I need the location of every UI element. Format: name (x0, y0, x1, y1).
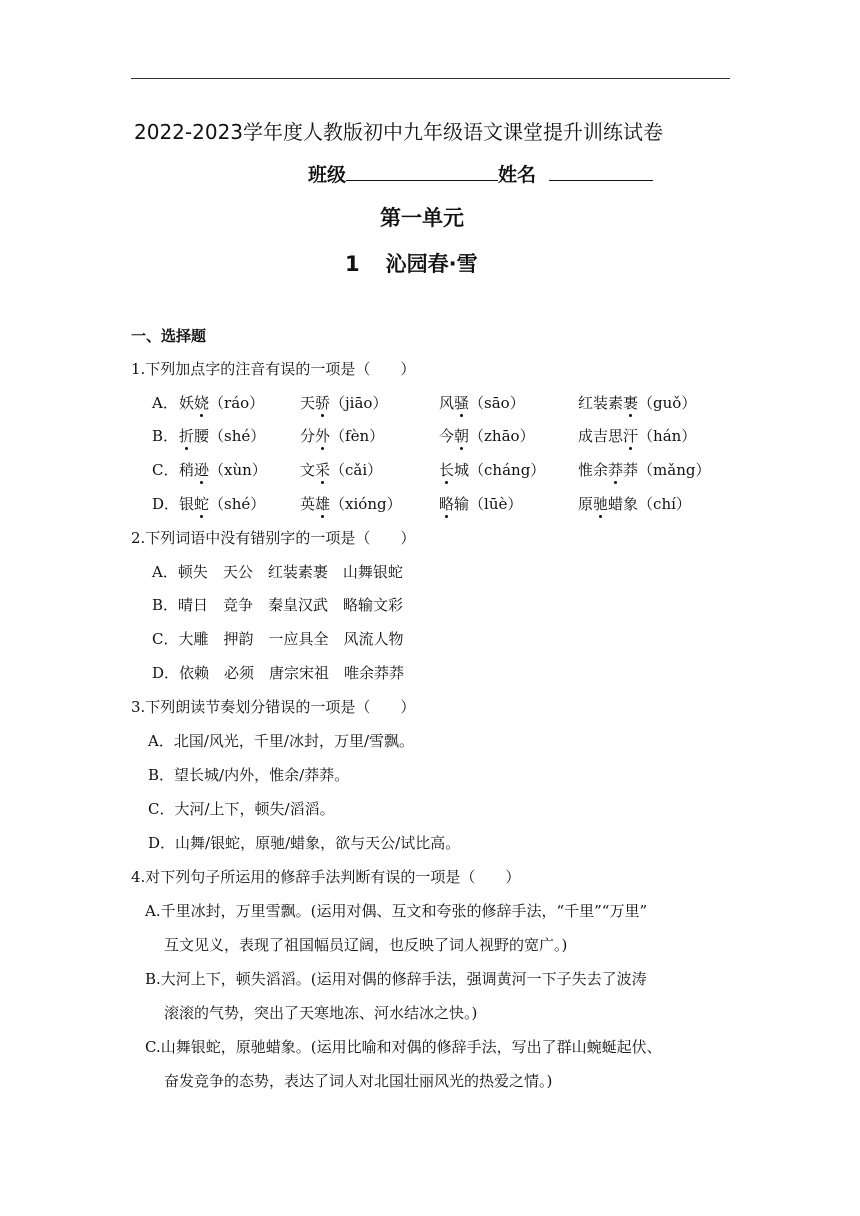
word-part: 蜡象 (608, 495, 639, 513)
lesson-number: 1 (345, 252, 360, 276)
pinyin: （mǎng） (638, 461, 711, 479)
pinyin-item (578, 459, 710, 480)
pinyin-item (439, 493, 522, 514)
pinyin: （jiāo） (330, 394, 388, 412)
pinyin-item (300, 425, 384, 446)
pinyin: （xióng） (330, 495, 402, 513)
dotted-character: 长 (439, 461, 455, 479)
pinyin-item (179, 493, 265, 514)
dotted-character: 朝 (454, 427, 470, 445)
pinyin: （xùn） (209, 461, 267, 479)
dotted-character: 雄 (315, 495, 331, 513)
pinyin: （sāo） (469, 394, 525, 412)
pinyin: （ráo） (209, 394, 265, 412)
word-part: 成吉思 (578, 427, 624, 445)
dotted-character: 外 (315, 427, 331, 445)
top-rule (131, 78, 730, 79)
pinyin-item (300, 459, 382, 480)
lesson-name: 沁园春·雪 (385, 252, 478, 276)
q3-option-c: C．大河/上下，顿失/滔滔。 (148, 800, 335, 818)
pinyin: （zhāo） (469, 427, 535, 445)
option-label: D． (152, 495, 180, 513)
pinyin: （shé） (209, 495, 266, 513)
pinyin-item (300, 493, 402, 514)
word-part: 输 (454, 495, 470, 513)
word-part: 腰 (194, 427, 210, 445)
q1-stem: 1.下列加点字的注音有误的一项是（ ） (131, 360, 416, 378)
dotted-character: 裹 (623, 394, 639, 412)
option-label: A． (152, 394, 178, 412)
dotted-character: 骄 (315, 394, 331, 412)
dotted-character: 采 (315, 461, 331, 479)
pinyin: （chí） (638, 495, 691, 513)
q3-option-d: D．山舞/银蛇，原驰/蜡象，欲与天公/试比高。 (148, 834, 461, 852)
dotted-character: 略 (439, 495, 455, 513)
word-part: 妖 (179, 394, 195, 412)
dotted-character: 汗 (623, 427, 639, 445)
pinyin: （lūè） (469, 495, 523, 513)
class-label: 班级 (308, 164, 347, 186)
pinyin-item (578, 392, 696, 413)
q3-option-b: B．望长城/内外，惟余/莽莽。 (148, 766, 350, 784)
dotted-character: 逊 (194, 461, 210, 479)
dotted-character: 莽 (608, 461, 624, 479)
word-part: 莽 (623, 461, 639, 479)
q4-option-c-line1: C.山舞银蛇，原驰蜡象。(运用比喻和对偶的修辞手法，写出了群山蜿蜒起伏、 (145, 1038, 662, 1056)
word-part: 稍 (179, 461, 195, 479)
word-part: 文 (300, 461, 316, 479)
pinyin: （guǒ） (638, 394, 697, 412)
q4-option-c-line2: 奋发竞争的态势，表达了词人对北国壮丽风光的热爱之情。) (164, 1072, 553, 1090)
q4-stem: 4.对下列句子所运用的修辞手法判断有误的一项是（ ） (131, 868, 521, 886)
q2-stem: 2.下列词语中没有错别字的一项是（ ） (131, 529, 416, 547)
pinyin: （cǎi） (330, 461, 383, 479)
pinyin-item (300, 392, 387, 413)
pinyin-item (578, 425, 696, 446)
word-part: 惟余 (578, 461, 609, 479)
pinyin-item (179, 425, 265, 446)
q2-option-d: D．依赖 必须 唐宗宋祖 唯余莽莽 (152, 664, 405, 682)
word-part: 今 (439, 427, 455, 445)
q4-option-a-line2: 互文见义，表现了祖国幅员辽阔，也反映了词人视野的宽广。) (164, 936, 568, 954)
dotted-character: 折 (179, 427, 195, 445)
option-label: B． (152, 427, 179, 445)
pinyin: （shé） (209, 427, 266, 445)
q2-option-a: A．顿失 天公 红装素裹 山舞银蛇 (152, 563, 403, 581)
pinyin: （hán） (638, 427, 697, 445)
dotted-character: 娆 (194, 394, 210, 412)
word-part: 银 (179, 495, 195, 513)
pinyin-item (179, 392, 264, 413)
q4-option-b-line1: B.大河上下，顿失滔滔。(运用对偶的修辞手法，强调黄河一下子失去了波涛 (145, 970, 647, 988)
name-blank[interactable] (549, 162, 653, 181)
paper-title: 2022-2023学年度人教版初中九年级语文课堂提升训练试卷 (134, 120, 664, 144)
unit-title: 第一单元 (380, 206, 464, 230)
q3-stem: 3.下列朗读节奏划分错误的一项是（ ） (131, 698, 416, 716)
option-label: C． (152, 461, 179, 479)
word-part: 原 (578, 495, 594, 513)
pinyin-item (439, 392, 525, 413)
lesson-title (345, 248, 478, 278)
dotted-character: 驰 (593, 495, 609, 513)
dotted-character: 骚 (454, 394, 470, 412)
pinyin-item (578, 493, 691, 514)
word-part: 分 (300, 427, 316, 445)
word-part: 英 (300, 495, 316, 513)
q4-option-b-line2: 滚滚的气势，突出了天寒地冻、河水结冰之快。) (164, 1004, 478, 1022)
word-part: 红装素 (578, 394, 624, 412)
q3-option-a: A．北国/风光，千里/冰封，万里/雪飘。 (148, 732, 414, 750)
word-part: 风 (439, 394, 455, 412)
class-blank[interactable] (346, 162, 498, 181)
q4-option-a-line1: A.千里冰封，万里雪飘。(运用对偶、互文和夸张的修辞手法，“千里”“万里” (145, 902, 648, 920)
section-heading: 一、选择题 (131, 327, 207, 345)
q2-option-c: C．大雕 押韵 一应具全 风流人物 (152, 630, 404, 648)
pinyin: （fèn） (330, 427, 385, 445)
pinyin-item (439, 425, 535, 446)
dotted-character: 蛇 (194, 495, 210, 513)
q2-option-b: B．晴日 竞争 秦皇汉武 略输文彩 (152, 596, 404, 614)
pinyin-item (179, 459, 267, 480)
word-part: 天 (300, 394, 316, 412)
word-part: 城 (454, 461, 470, 479)
student-info (308, 160, 653, 187)
name-label: 姓名 (498, 164, 537, 186)
pinyin-item (439, 459, 545, 480)
pinyin: （cháng） (469, 461, 546, 479)
